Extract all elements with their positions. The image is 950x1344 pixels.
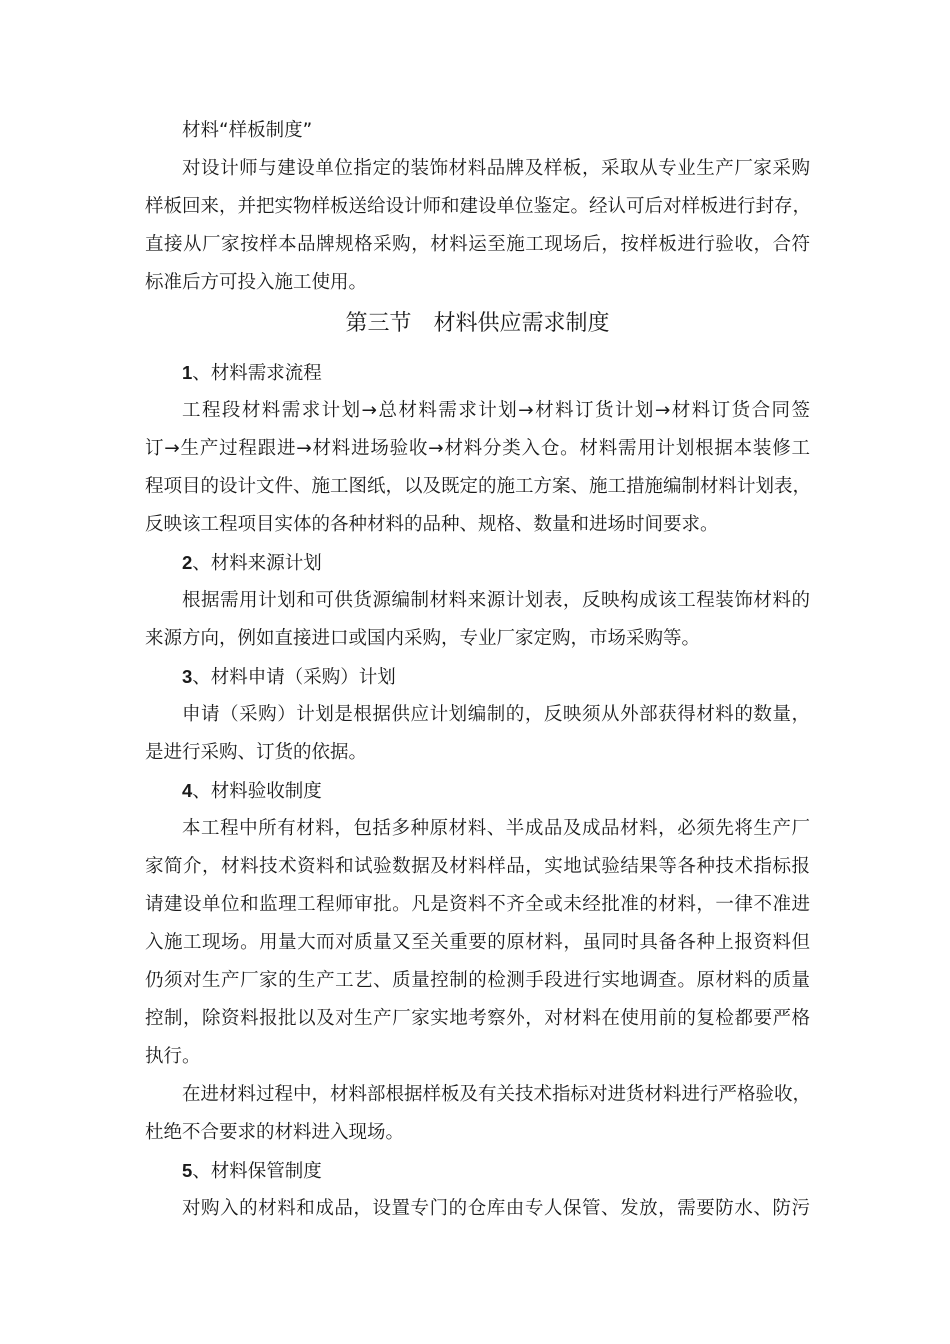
item-heading-5 [145, 1152, 810, 1190]
item-title: 、材料需求流程 [192, 363, 322, 384]
section-heading: 第三节 材料供应需求制度 [345, 311, 610, 336]
document-body [145, 112, 810, 1228]
subsection-title-sample-system: 材料“样板制度” [182, 120, 313, 141]
item-heading-2 [145, 544, 810, 582]
paragraph-line: 对设计师与建设单位指定的装饰材料品牌及样板，采取从专业生产厂家采购 [182, 158, 810, 179]
item-number: 5 [182, 1160, 193, 1181]
item-title: 、材料保管制度 [192, 1161, 322, 1182]
item-heading-4 [145, 772, 810, 810]
paragraph-line: 程项目的设计文件、施工图纸，以及既定的施工方案、施工措施编制材料计划表， [145, 476, 812, 497]
paragraph-line: 杜绝不合要求的材料进入现场。 [145, 1122, 405, 1143]
paragraph-line: 根据需用计划和可供货源编制材料来源计划表，反映构成该工程装饰材料的 [182, 590, 810, 611]
paragraph-line: 是进行采购、订货的依据。 [145, 742, 368, 763]
paragraph-line: 样板回来，并把实物样板送给设计师和建设单位鉴定。经认可后对样板进行封存， [145, 196, 812, 217]
paragraph-line: 对购入的材料和成品，设置专门的仓库由专人保管、发放，需要防水、防污 [182, 1198, 810, 1219]
item-title: 、材料验收制度 [192, 781, 322, 802]
paragraph-line: 家简介，材料技术资料和试验数据及材料样品，实地试验结果等各种技术指标报 [145, 856, 810, 877]
item-heading-1 [145, 354, 810, 392]
item-number: 2 [182, 552, 193, 573]
paragraph-line: 控制，除资料报批以及对生产厂家实地考察外，对材料在使用前的复检都要严格 [145, 1008, 810, 1029]
paragraph-line: 申请（采购）计划是根据供应计划编制的，反映须从外部获得材料的数量， [182, 704, 810, 725]
paragraph-line: 请建设单位和监理工程师审批。凡是资料不齐全或未经批准的材料，一律不准进 [145, 894, 810, 915]
paragraph-line: 入施工现场。用量大而对质量又至关重要的原材料，虽同时具备各种上报资料但 [145, 932, 810, 953]
item-number: 4 [182, 780, 193, 801]
paragraph-line: 执行。 [145, 1046, 201, 1067]
paragraph-line: 直接从厂家按样本品牌规格采购，材料运至施工现场后，按样板进行验收，合符 [145, 234, 810, 255]
paragraph-line: 来源方向，例如直接进口或国内采购，专业厂家定购，市场采购等。 [145, 628, 701, 649]
item-title: 、材料申请（采购）计划 [192, 667, 396, 688]
paragraph-line: 订→生产过程跟进→材料进场验收→材料分类入仓。材料需用计划根据本装修工 [145, 438, 810, 459]
paragraph-line: 本工程中所有材料，包括多种原材料、半成品及成品材料，必须先将生产厂 [182, 818, 810, 839]
item-heading-3 [145, 658, 810, 696]
item-title: 、材料来源计划 [192, 553, 322, 574]
paragraph-line: 工程段材料需求计划→总材料需求计划→材料订货计划→材料订货合同签 [182, 400, 810, 421]
paragraph-line: 在进材料过程中，材料部根据样板及有关技术指标对进货材料进行严格验收， [182, 1084, 812, 1105]
paragraph-line: 仍须对生产厂家的生产工艺、质量控制的检测手段进行实地调查。原材料的质量 [145, 970, 810, 991]
paragraph-line: 反映该工程项目实体的各种材料的品种、规格、数量和进场时间要求。 [145, 514, 719, 535]
paragraph-line: 标准后方可投入施工使用。 [145, 272, 368, 293]
item-number: 1 [182, 362, 193, 383]
item-number: 3 [182, 666, 193, 687]
